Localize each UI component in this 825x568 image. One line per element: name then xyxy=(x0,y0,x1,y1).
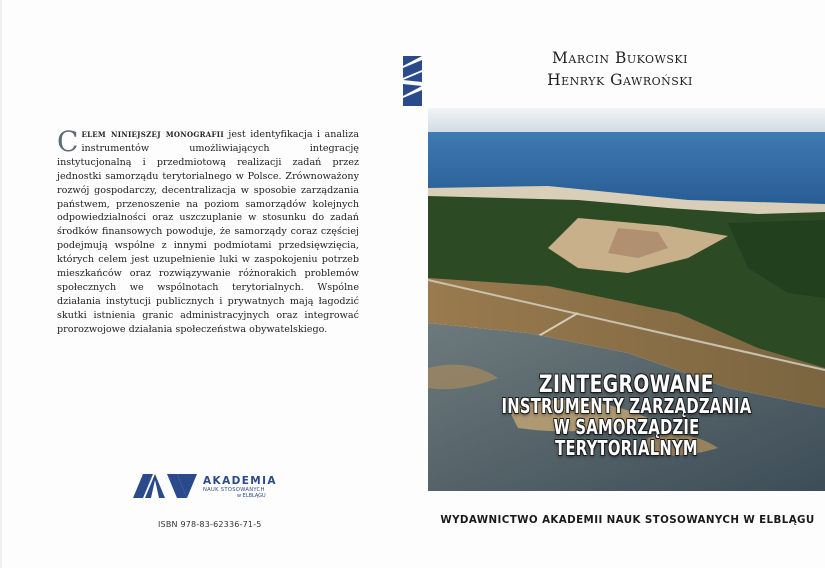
blurb-lead: elem niniejszej monografii xyxy=(81,129,224,140)
title-line-2: INSTRUMENTY ZARZĄDZANIA xyxy=(501,394,752,418)
isbn: ISBN 978-83-62336-71-5 xyxy=(158,520,262,529)
logo-subtitle: NAUK STOSOWANYCH xyxy=(203,487,265,493)
cover-edge xyxy=(0,0,2,568)
publisher-name: WYDAWNICTWO AKADEMII NAUK STOSOWANYCH W ELBLĄGU xyxy=(440,514,815,526)
author-1: Marcin Bukowski xyxy=(552,49,688,67)
front-authors xyxy=(500,47,740,91)
publisher-logo xyxy=(133,474,293,502)
logo-name: AKADEMIA xyxy=(203,475,277,487)
blurb-dropcap: C xyxy=(57,125,79,158)
front-title xyxy=(428,372,825,459)
title-line-1: ZINTEGROWANE xyxy=(539,370,714,398)
spine-logo-icon xyxy=(403,56,422,106)
logo-city: w ELBLĄGU xyxy=(237,493,266,499)
ans-logo-icon xyxy=(133,474,197,498)
blurb-body: jest identyfikacja i analiza instrumentów umożliwiających integrację instytucjonalną i przedmiotową realizacji zadań przez jednostki samorządu terytorialnego w Polsce. Zrównoważony rozwój gospodarczy, decentralizacja w sposobie zarządzania państwem, przenoszenie na poziom samorządów kolejnych odpowiedzialności oraz uszczuplanie w stosunku do zadań środków finansowych powoduje, że samorządy coraz częściej podejmują wspólne z innymi podmiotami przedsięwzięcia, których celem jest uzupełnienie luki w zaspokojeniu potrzeb mieszkańców oraz rozwiązywanie różnorakich problemów społecznych we wspólnotach terytorialnych. Wspólne działania instytucji publicznych i prywatnych mają łagodzić skutki istnienia granic administracyjnych oraz integrować prorozwojowe działania społeczeństwa obywatelskiego. xyxy=(57,129,359,335)
title-line-3: W SAMORZĄDZIE TERYTORIALNYM xyxy=(553,415,700,460)
author-2: Henryk Gawroński xyxy=(547,71,693,89)
back-cover-blurb xyxy=(57,125,359,337)
